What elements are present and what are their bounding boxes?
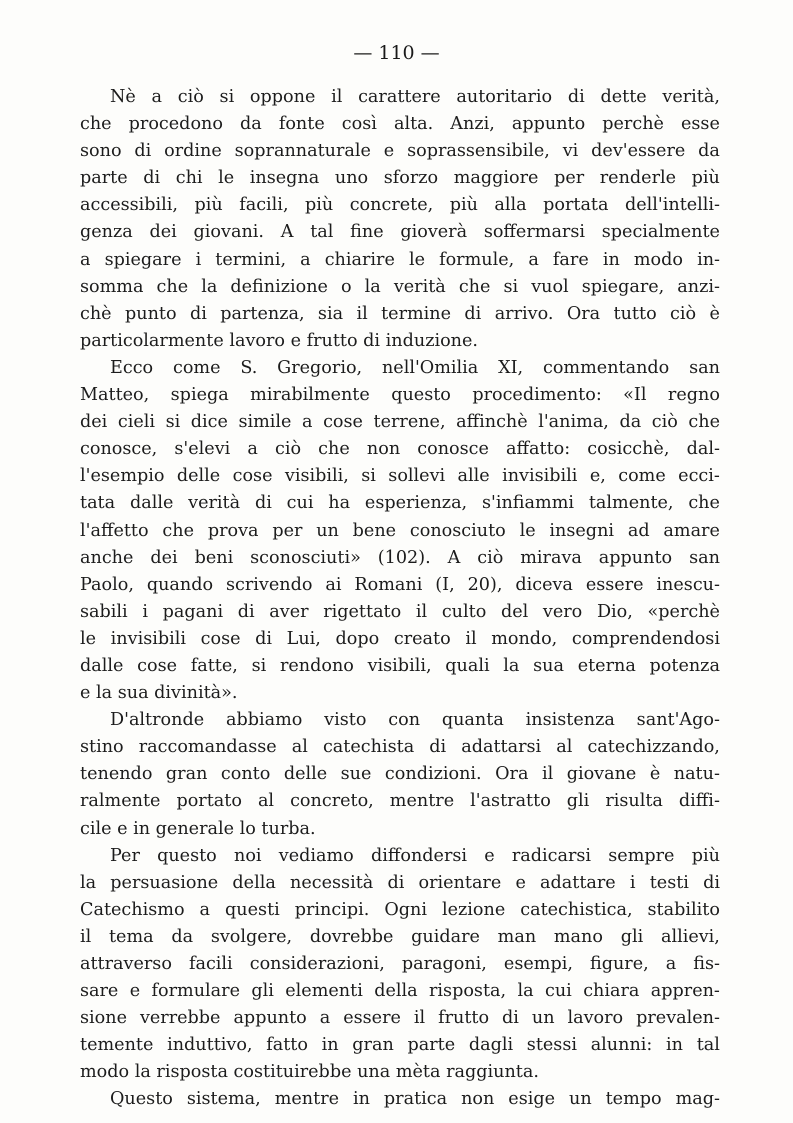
text-line: somma che la definizione o la verità che si vuol spiegare, anzi- <box>80 276 720 297</box>
text-line: tata dalle verità di cui ha esperienza, s'infiammi talmente, che <box>80 493 720 514</box>
text-line: le invisibili cose di Lui, dopo creato il mondo, comprendendosi <box>80 628 720 649</box>
text-line: Paolo, quando scrivendo ai Romani (I, 20), diceva essere inescu- <box>80 574 720 595</box>
text-line: sione verrebbe appunto a essere il frutto di un lavoro prevalen- <box>80 1008 720 1029</box>
text-line: Ecco come S. Gregorio, nell'Omilia XI, commentando san <box>110 357 720 378</box>
text-line: Questo sistema, mentre in pratica non esige un tempo mag- <box>110 1089 720 1110</box>
text-line: accessibili, più facili, più concrete, più alla portata dell'intelli- <box>80 195 720 216</box>
text-line: chè punto di partenza, sia il termine di arrivo. Ora tutto ciò è <box>80 303 720 324</box>
text-line: dalle cose fatte, si rendono visibili, quali la sua eterna potenza <box>80 655 720 676</box>
text-line: Catechismo a questi principi. Ogni lezione catechistica, stabilito <box>80 899 720 920</box>
text-line: sabili i pagani di aver rigettato il culto del vero Dio, «perchè <box>80 601 720 622</box>
text-line: dei cieli si dice simile a cose terrene, affinchè l'anima, da ciò che <box>80 412 720 433</box>
text-line: cile e in generale lo turba. <box>80 818 316 839</box>
page-number: — 110 — <box>353 42 440 64</box>
text-line: il tema da svolgere, dovrebbe guidare man mano gli allievi, <box>80 926 720 947</box>
text-line: l'esempio delle cose visibili, si sollevi alle invisibili e, come ecci- <box>80 466 720 487</box>
text-line: ralmente portato al concreto, mentre l'astratto gli risulta diffi- <box>80 791 720 812</box>
text-line: temente induttivo, fatto in gran parte dagli stessi alunni: in tal <box>80 1035 720 1056</box>
text-line: e la sua divinità». <box>80 683 238 704</box>
text-line: parte di chi le insegna uno sforzo maggiore per renderle più <box>80 168 720 189</box>
text-line: modo la risposta costituirebbe una mèta raggiunta. <box>80 1062 539 1083</box>
text-line: che procedono da fonte così alta. Anzi, appunto perchè esse <box>80 114 720 135</box>
text-line: sono di ordine soprannaturale e soprassensibile, vi dev'essere da <box>80 141 720 162</box>
text-line: la persuasione della necessità di orientare e adattare i testi di <box>80 872 720 893</box>
text-line: Matteo, spiega mirabilmente questo procedimento: «Il regno <box>80 385 720 406</box>
text-line: conosce, s'elevi a ciò che non conosce affatto: cosicchè, dal- <box>80 439 720 460</box>
text-line: D'altronde abbiamo visto con quanta insistenza sant'Ago- <box>110 710 720 731</box>
text-line: Nè a ciò si oppone il carattere autoritario di dette verità, <box>110 87 720 107</box>
text-line: genza dei giovani. A tal fine gioverà soffermarsi specialmente <box>80 222 720 243</box>
text-line: anche dei beni sconosciuti» (102). A ciò mirava appunto san <box>80 547 720 568</box>
text-line: a spiegare i termini, a chiarire le formule, a fare in modo in- <box>80 249 720 270</box>
text-line: sare e formulare gli elementi della risposta, la cui chiara appren- <box>80 981 720 1002</box>
body-text <box>80 84 720 1114</box>
text-line: attraverso facili considerazioni, paragoni, esempi, figure, a fis- <box>80 954 720 974</box>
text-line: tenendo gran conto delle sue condizioni. Ora il giovane è natu- <box>80 764 720 785</box>
text-line: particolarmente lavoro e frutto di induzione. <box>80 330 479 351</box>
text-line: Per questo noi vediamo diffondersi e radicarsi sempre più <box>110 845 720 866</box>
text-line: l'affetto che prova per un bene conosciuto le insegni ad amare <box>80 520 720 541</box>
text-line: stino raccomandasse al catechista di adattarsi al catechizzando, <box>80 737 720 758</box>
